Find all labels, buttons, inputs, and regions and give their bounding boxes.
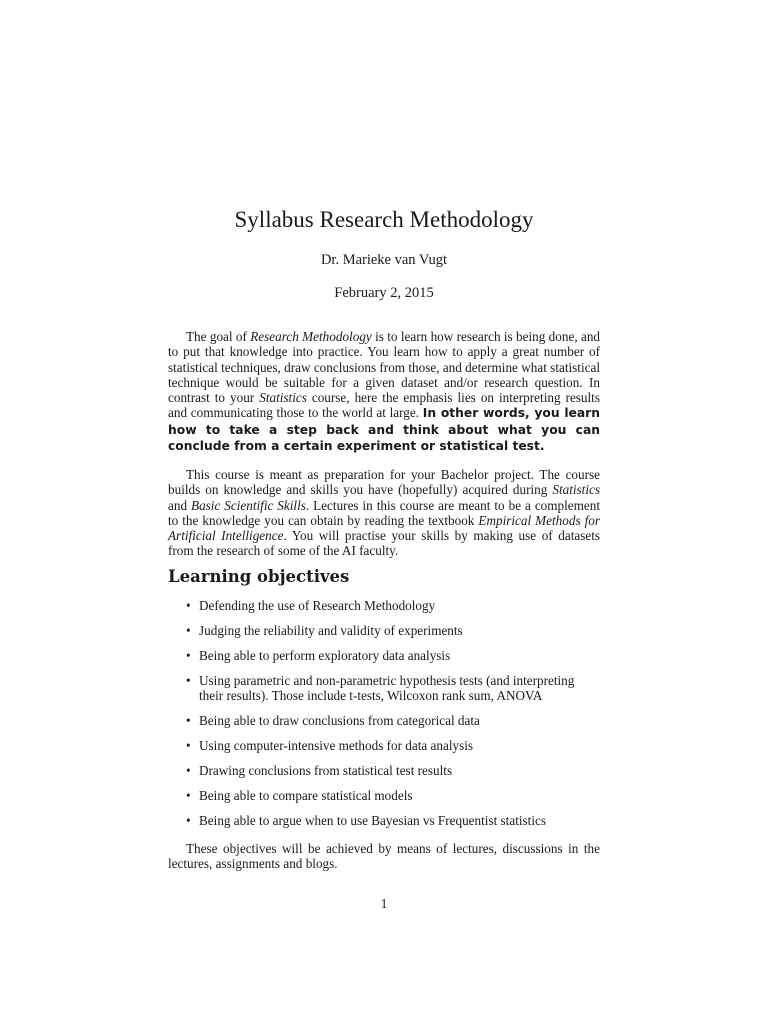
closing-paragraph: These objectives will be achieved by means of lectures, discussions in the lectures, assignments and blogs. bbox=[168, 841, 600, 872]
textbook-title-emphasis: Empirical Methods for Artificial Intelligence bbox=[168, 512, 600, 544]
bullet-icon: • bbox=[186, 713, 191, 729]
objective-text: Defending the use of Research Methodology bbox=[199, 598, 436, 613]
document-author: Dr. Marieke van Vugt bbox=[320, 252, 448, 268]
page-number: 1 bbox=[380, 896, 388, 911]
intro-text: . You will practise your skills by making use of datasets from the research of some of the AI faculty. bbox=[168, 528, 600, 559]
intro-text: is to learn how research is being done, and to put that knowledge into practice. You learn how to apply a great number of statistical techniques, draw conclusions from those, and determine what statistical technique would be suitable for a given dataset and/or research question. In contrast to your bbox=[168, 329, 601, 406]
list-item bbox=[168, 713, 600, 728]
key-takeaway-bold: In other words, you learn how to take a step back and think about what you can conclude from a certain experiment or statistical test. bbox=[168, 406, 601, 454]
document-title: Syllabus Research Methodology bbox=[234, 207, 534, 232]
list-item bbox=[168, 673, 600, 704]
document-date: February 2, 2015 bbox=[334, 285, 434, 301]
intro-text: The goal of bbox=[186, 329, 251, 344]
intro-text: and bbox=[168, 497, 192, 513]
course-name-emphasis: Research Methodology bbox=[250, 329, 372, 344]
bullet-icon: • bbox=[186, 788, 191, 804]
bullet-icon: • bbox=[186, 647, 191, 663]
intro-text: This course is meant as preparation for your Bachelor project. The course builds on knowledge and skills you have (hopefully) acquired during bbox=[168, 467, 600, 498]
intro-paragraph-1 bbox=[168, 329, 600, 454]
list-item bbox=[168, 813, 600, 828]
objective-text: Using computer-intensive methods for data analysis bbox=[199, 738, 474, 754]
objective-text: Being able to compare statistical models bbox=[199, 788, 413, 804]
bullet-icon: • bbox=[186, 672, 191, 688]
objective-text: Being able to perform exploratory data analysis bbox=[199, 647, 451, 663]
section-heading-learning-objectives: Learning objectives bbox=[168, 567, 350, 586]
objective-text: Being able to draw conclusions from categorical data bbox=[199, 713, 480, 729]
intro-text: course, here the emphasis lies on interpreting results and communicating those to the world at large. bbox=[168, 390, 600, 421]
intro-paragraph-2 bbox=[168, 467, 600, 559]
list-item bbox=[168, 623, 600, 638]
objectives-list bbox=[168, 598, 600, 838]
bullet-icon: • bbox=[186, 763, 191, 779]
objective-text: Judging the reliability and validity of experiments bbox=[199, 622, 463, 638]
bullet-icon: • bbox=[186, 813, 191, 829]
objective-text: Drawing conclusions from statistical test results bbox=[199, 763, 453, 779]
course-name-emphasis: Statistics bbox=[259, 390, 307, 406]
bullet-icon: • bbox=[186, 738, 191, 754]
objective-text: Using parametric and non-parametric hypothesis tests (and interpreting their results). Those include t-tests, Wilcoxon rank sum, ANOVA bbox=[199, 672, 575, 704]
course-name-emphasis: Statistics bbox=[552, 482, 600, 498]
bullet-icon: • bbox=[186, 622, 191, 638]
bullet-icon: • bbox=[186, 598, 191, 613]
list-item bbox=[168, 763, 600, 778]
intro-text: . Lectures in this course are meant to be a complement to the knowledge you can obtain by reading the textbook bbox=[168, 497, 601, 528]
list-item bbox=[168, 788, 600, 803]
list-item bbox=[168, 598, 600, 613]
list-item bbox=[168, 738, 600, 753]
objective-text: Being able to argue when to use Bayesian vs Frequentist statistics bbox=[199, 813, 546, 829]
list-item bbox=[168, 648, 600, 663]
course-name-emphasis: Basic Scientific Skills bbox=[191, 497, 306, 513]
